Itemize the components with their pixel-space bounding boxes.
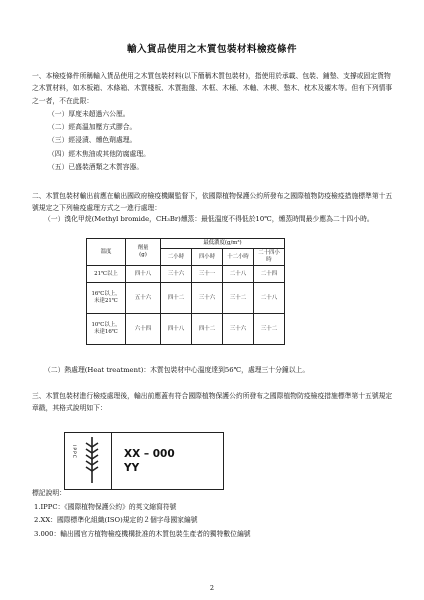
section-1-item: （五）已盛裝酒類之木質容器。 <box>48 162 144 171</box>
section-2-sub-1: （一）溴化甲烷(Methyl bromide，CH₃Br)燻蒸：最低溫度不得低於10℃，燻蒸時間最少應為二十四小時。 <box>44 215 374 223</box>
table-cell-conc: 三十六 <box>223 314 254 345</box>
table-cell-conc: 三十六 <box>161 266 192 283</box>
legend-item: 1.IPPC：《國際植物保護公約》的英文縮寫符號 <box>34 502 177 511</box>
table-header-time: 二小時 <box>161 249 192 266</box>
legend-section <box>32 487 251 541</box>
stamp-codes <box>112 433 223 489</box>
ippc-logo <box>65 433 112 489</box>
section-1-item: （二）經高溫加壓方式膠合。 <box>48 123 137 132</box>
table-header-dose <box>126 239 161 266</box>
country-producer-code: XX – 000 <box>124 448 175 460</box>
table-cell-dose: 五十六 <box>126 283 161 314</box>
section-1-item: （四）經木焦油或其他防腐處理。 <box>48 149 150 158</box>
legend-item: 2.XX：國際標準化組織(ISO)規定的２個字母國家編號 <box>34 516 198 524</box>
table-cell-conc: 四十二 <box>161 283 192 314</box>
table-cell-temp: 16℃以上，未達21℃ <box>87 283 126 314</box>
table-cell-temp: 10℃以上，未達16℃ <box>87 314 126 345</box>
table-header-time: 二十四小時 <box>254 249 285 266</box>
section-1-text: 一、本檢疫條件所稱輸入貨品使用之木質包裝材料(以下簡稱木質包裝材)，指使用於承載、包裝、鋪墊、支撐或固定貨物之木質材料，如木板箱、木條箱、木質棧板、木質拖盤、木框、木桶、木軸、木楔、墊木、枕木及襯木等。但有下列情事之一者，不在此限： <box>32 72 393 105</box>
treatment-code: YY <box>124 462 140 474</box>
table-header-temperature: 溫度 <box>87 239 126 266</box>
table-cell-conc: 二十八 <box>223 266 254 283</box>
table-row <box>87 314 285 345</box>
table-cell-dose: 六十四 <box>126 314 161 345</box>
section-1-item: （三）經浸漬、燻色劑處理。 <box>48 136 137 145</box>
table-row <box>87 283 285 314</box>
page-title: 輸入貨品使用之木質包裝材料檢疫條件 <box>126 44 297 55</box>
table-cell-conc: 四十八 <box>161 314 192 345</box>
fumigation-dose-table <box>86 238 285 345</box>
table-cell-conc: 三十一 <box>192 266 223 283</box>
table-header-time: 十二小時 <box>223 249 254 266</box>
table-cell-conc: 四十二 <box>192 314 223 345</box>
wheat-icon <box>65 433 111 489</box>
legend-item: 3.000：輸出國官方植物檢疫機構批准的木質包裝生產者的獨特數位編號 <box>34 529 251 538</box>
table-cell-dose: 四十八 <box>126 266 161 283</box>
table-cell-conc: 三十二 <box>254 314 285 345</box>
ippc-stamp <box>64 432 224 490</box>
table-cell-temp: 21℃以上 <box>87 266 126 283</box>
legend-heading: 標記說明： <box>32 489 66 497</box>
section-2-sub-2: （二）熱處理(Heat treatment)：木質包裝材中心溫度達到56℃，處理三十分鐘以上。 <box>44 366 310 374</box>
page-number: 2 <box>209 584 215 592</box>
section-1-items <box>48 108 150 174</box>
table-cell-conc: 二十四 <box>254 266 285 283</box>
table-cell-conc: 二十八 <box>254 283 285 314</box>
dose-unit: (g) <box>139 252 147 258</box>
dose-label: 劑量 <box>137 245 149 251</box>
table-header-min-concentration: 最低濃度(g/m³) <box>161 239 285 249</box>
section-1-item: （一）厚度未超過六公厘。 <box>48 110 130 118</box>
ippc-label: IPPC <box>71 445 76 459</box>
section-2-text: 二、木質包裝材輸出前應在輸出國政府檢疫機關監督下，依國際植物保護公約所發布之國際植物防疫檢疫措施標準第十五號規定之下列檢疫處理方式之一進行處理： <box>32 192 393 213</box>
table-header-time: 四小時 <box>192 249 223 266</box>
table-cell-conc: 三十六 <box>192 283 223 314</box>
section-3-text: 三、木質包裝材進行檢疫處理後，輸出前應蓋有符合國際植物保護公約所發布之國際植物防疫檢疫措施標準第十五號規定章戳，其格式說明如下： <box>32 392 393 413</box>
table-cell-conc: 三十二 <box>223 283 254 314</box>
table-row <box>87 266 285 283</box>
